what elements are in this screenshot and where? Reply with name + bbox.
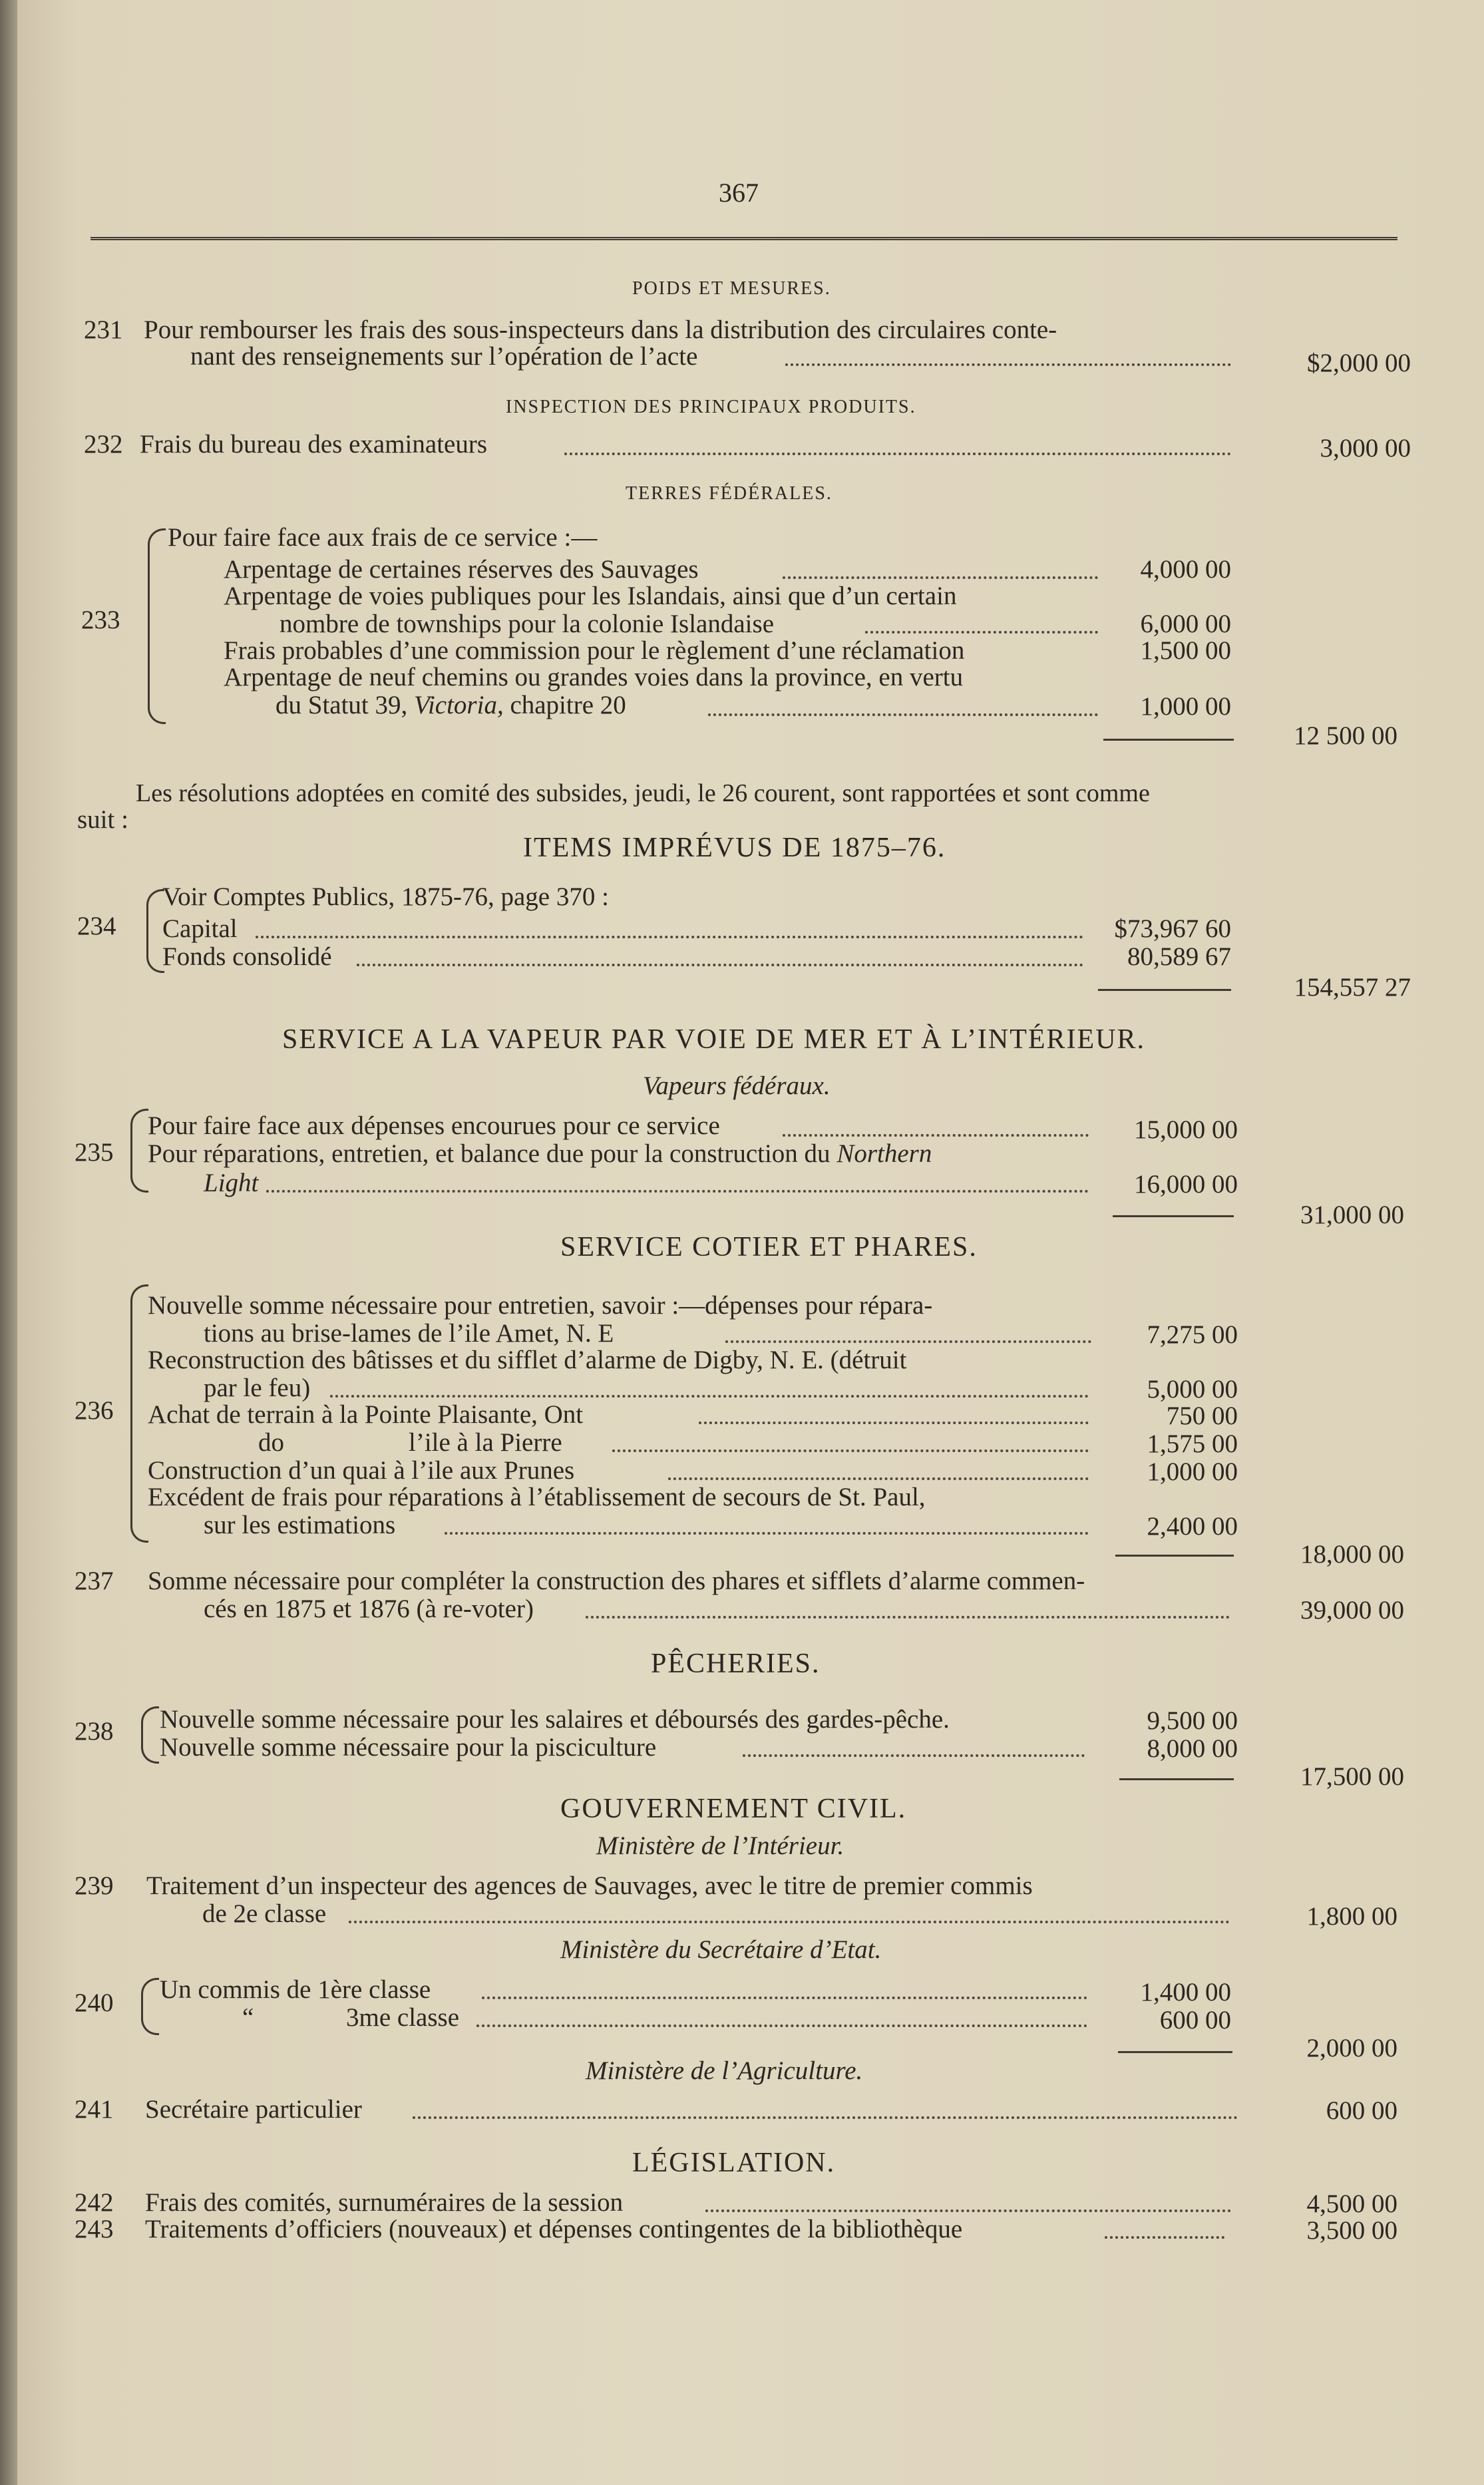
- dot-leader: [783, 1134, 1089, 1137]
- section-total: 2,000 00: [1306, 2034, 1397, 2062]
- resolution-text: suit :: [77, 805, 128, 834]
- brace: [148, 528, 166, 724]
- item-text: Pour faire face aux frais de ce service :—: [168, 523, 598, 552]
- item-amount: $2,000 00: [1307, 349, 1411, 377]
- item-text: Un commis de 1ère classe: [160, 1975, 431, 2004]
- section-subheading: Ministère de l’Intérieur.: [596, 1831, 844, 1860]
- item-text: Nouvelle somme nécessaire pour la pisciculture: [160, 1733, 657, 1762]
- dot-leader: [256, 936, 1083, 938]
- item-text: l’ile à la Pierre: [409, 1428, 562, 1457]
- binding-edge: [0, 0, 17, 2485]
- section-heading-cotier: SERVICE COTIER ET PHARES.: [560, 1232, 978, 1262]
- subtotal-rule: [1113, 1215, 1234, 1217]
- section-heading-inspection: INSPECTION DES PRINCIPAUX PRODUITS.: [506, 397, 916, 417]
- item-amount: 600 00: [1326, 2096, 1397, 2125]
- item-amount: 15,000 00: [1134, 1115, 1238, 1144]
- dot-leader: [357, 964, 1083, 966]
- section-heading-gouvernement: GOUVERNEMENT CIVIL.: [560, 1794, 907, 1824]
- section-heading-pecheries: PÊCHERIES.: [651, 1648, 821, 1679]
- section-total: 18,000 00: [1300, 1540, 1404, 1569]
- dot-leader: [482, 1997, 1087, 1999]
- item-text: Fonds consolidé: [162, 942, 332, 971]
- item-text: Voir Comptes Publics, 1875-76, page 370 :: [162, 882, 609, 911]
- item-text: du Statut 39, Victoria, chapitre 20: [276, 691, 626, 719]
- item-number: 243: [75, 2215, 114, 2243]
- brace: [141, 1978, 159, 2035]
- item-text: Construction d’un quai à l’ile aux Prunes: [148, 1456, 575, 1485]
- item-text: de 2e classe: [202, 1899, 327, 1928]
- dot-leader: [865, 631, 1098, 634]
- top-rule: [91, 237, 1397, 240]
- item-text: Reconstruction des bâtisses et du sifflet d’alarme de Digby, N. E. (détruit: [148, 1346, 907, 1374]
- item-amount: 1,500 00: [1140, 636, 1231, 665]
- brace: [146, 889, 164, 973]
- item-text: Nouvelle somme nécessaire pour entretien, savoir :—dépenses pour répara-: [148, 1291, 933, 1320]
- dot-leader: [785, 363, 1231, 366]
- item-number: 231: [84, 315, 123, 344]
- item-text: Arpentage de voies publiques pour les Islandais, ainsi que d’un certain: [224, 582, 957, 610]
- item-amount: 1,575 00: [1147, 1430, 1238, 1458]
- item-text: cés en 1875 et 1876 (à re-voter): [204, 1595, 534, 1623]
- item-text: Somme nécessaire pour compléter la construction des phares et sifflets d’alarme commen-: [148, 1567, 1085, 1595]
- item-amount: 1,400 00: [1140, 1978, 1231, 2007]
- item-text: do: [258, 1428, 284, 1457]
- section-subheading: Vapeurs fédéraux.: [643, 1071, 831, 1100]
- section-total: 154,557 27: [1294, 973, 1411, 1002]
- item-amount: 600 00: [1159, 2006, 1231, 2034]
- item-text: Nouvelle somme nécessaire pour les salaires et déboursés des gardes-pêche.: [160, 1705, 950, 1734]
- item-number: 232: [84, 430, 123, 459]
- section-heading-poids: POIDS ET MESURES.: [632, 278, 831, 299]
- item-number: 233: [81, 606, 120, 634]
- item-amount: 1,800 00: [1306, 1902, 1397, 1931]
- section-heading-terres: TERRES FÉDÉRALES.: [626, 483, 833, 504]
- brace: [130, 1284, 148, 1543]
- item-amount: 2,400 00: [1147, 1512, 1238, 1541]
- dot-leader: [783, 576, 1098, 579]
- item-number: 237: [75, 1567, 114, 1595]
- item-number: 239: [75, 1871, 114, 1900]
- item-text: Pour réparations, entretien, et balance due pour la construction du Northern: [148, 1139, 932, 1168]
- item-number: 238: [75, 1717, 114, 1746]
- dot-leader: [330, 1395, 1089, 1398]
- section-total: 12 500 00: [1294, 721, 1397, 750]
- item-text: Capital: [162, 914, 238, 943]
- section-heading-vapeur: SERVICE A LA VAPEUR PAR VOIE DE MER ET À L’INTÉRIEUR.: [282, 1024, 1146, 1055]
- dot-leader: [699, 1422, 1089, 1424]
- item-text: Arpentage de neuf chemins ou grandes voies dans la province, en vertu: [224, 663, 964, 691]
- subtotal-rule: [1118, 2051, 1232, 2053]
- item-number: 242: [75, 2188, 114, 2217]
- item-text: nant des renseignements sur l’opération de l’acte: [190, 342, 698, 371]
- item-text: 3me classe: [346, 2003, 460, 2032]
- item-text: Frais des comités, surnuméraires de la session: [145, 2188, 624, 2217]
- item-amount: 39,000 00: [1300, 1596, 1404, 1625]
- dot-leader: [705, 2209, 1231, 2212]
- item-amount: 4,500 00: [1306, 2190, 1397, 2218]
- item-amount: 1,000 00: [1140, 692, 1231, 721]
- item-text: Achat de terrain à la Pointe Plaisante, Ont: [148, 1400, 584, 1429]
- dot-leader: [266, 1190, 1089, 1193]
- dot-leader: [743, 1754, 1085, 1757]
- item-amount: $73,967 60: [1114, 914, 1231, 943]
- subtotal-rule: [1098, 989, 1231, 991]
- subtotal-rule: [1119, 1778, 1234, 1780]
- item-text: Pour faire face aux dépenses encourues pour ce service: [148, 1111, 720, 1140]
- section-heading-imprevus: ITEMS IMPRÉVUS DE 1875–76.: [523, 833, 946, 863]
- item-text: Excédent de frais pour réparations à l’établissement de secours de St. Paul,: [148, 1483, 926, 1511]
- item-text: tions au brise-lames de l’ile Amet, N. E: [204, 1319, 614, 1348]
- item-text: Arpentage de certaines réserves des Sauvages: [224, 555, 699, 584]
- item-amount: 9,500 00: [1147, 1706, 1238, 1735]
- section-total: 17,500 00: [1300, 1762, 1404, 1791]
- item-amount: 4,000 00: [1140, 555, 1231, 584]
- dot-leader: [349, 1921, 1230, 1923]
- item-text: sur les estimations: [204, 1511, 396, 1539]
- item-amount: 1,000 00: [1147, 1457, 1238, 1486]
- item-text: Light: [204, 1169, 259, 1197]
- dot-leader: [445, 1532, 1089, 1535]
- dot-leader: [413, 2116, 1238, 2119]
- item-text: Frais du bureau des examinateurs: [140, 430, 488, 459]
- item-amount: 5,000 00: [1147, 1375, 1238, 1404]
- dot-leader: [586, 1616, 1230, 1619]
- item-amount: 7,275 00: [1147, 1320, 1238, 1349]
- section-subheading: Ministère de l’Agriculture.: [586, 2056, 863, 2085]
- dot-leader: [725, 1340, 1091, 1343]
- resolution-text: Les résolutions adoptées en comité des subsides, jeudi, le 26 courent, sont rapportées et sont comme: [136, 779, 1150, 807]
- item-amount: 750 00: [1166, 1402, 1238, 1430]
- item-amount: 3,500 00: [1306, 2216, 1397, 2245]
- item-text: Pour rembourser les frais des sous-inspecteurs dans la distribution des circulaires conte-: [144, 315, 1057, 344]
- item-text: Traitements d’officiers (nouveaux) et dépenses contingentes de la bibliothèque: [145, 2215, 963, 2243]
- dot-leader: [1105, 2236, 1224, 2239]
- brace: [141, 1706, 159, 1764]
- item-text: par le feu): [204, 1374, 311, 1402]
- dot-leader: [708, 713, 1098, 716]
- item-text: Secrétaire particulier: [145, 2095, 362, 2124]
- item-amount: 3,000 00: [1320, 434, 1411, 463]
- brace: [130, 1109, 148, 1193]
- dot-leader: [564, 453, 1231, 455]
- subtotal-rule: [1103, 739, 1234, 741]
- item-text: nombre de townships pour la colonie Islandaise: [279, 610, 774, 638]
- dot-leader: [612, 1449, 1089, 1452]
- dot-leader: [668, 1477, 1089, 1480]
- item-text: “: [242, 2003, 254, 2032]
- item-amount: 16,000 00: [1134, 1170, 1238, 1199]
- item-text: Traitement d’un inspecteur des agences de Sauvages, avec le titre de premier commis: [146, 1871, 1033, 1900]
- item-number: 241: [75, 2095, 114, 2124]
- section-subheading: Ministère du Secrétaire d’Etat.: [560, 1935, 882, 1964]
- page-number: 367: [719, 178, 759, 208]
- section-total: 31,000 00: [1300, 1201, 1404, 1229]
- item-number: 240: [75, 1989, 114, 2017]
- subtotal-rule: [1115, 1555, 1234, 1557]
- item-amount: 8,000 00: [1147, 1734, 1238, 1763]
- section-heading-legislation: LÉGISLATION.: [632, 2148, 836, 2178]
- dot-leader: [476, 2024, 1087, 2027]
- item-number: 236: [75, 1396, 114, 1425]
- item-number: 234: [77, 912, 116, 940]
- item-text: Frais probables d’une commission pour le règlement d’une réclamation: [224, 636, 965, 665]
- item-amount: 6,000 00: [1140, 610, 1231, 638]
- item-amount: 80,589 67: [1127, 942, 1231, 971]
- item-number: 235: [75, 1138, 114, 1167]
